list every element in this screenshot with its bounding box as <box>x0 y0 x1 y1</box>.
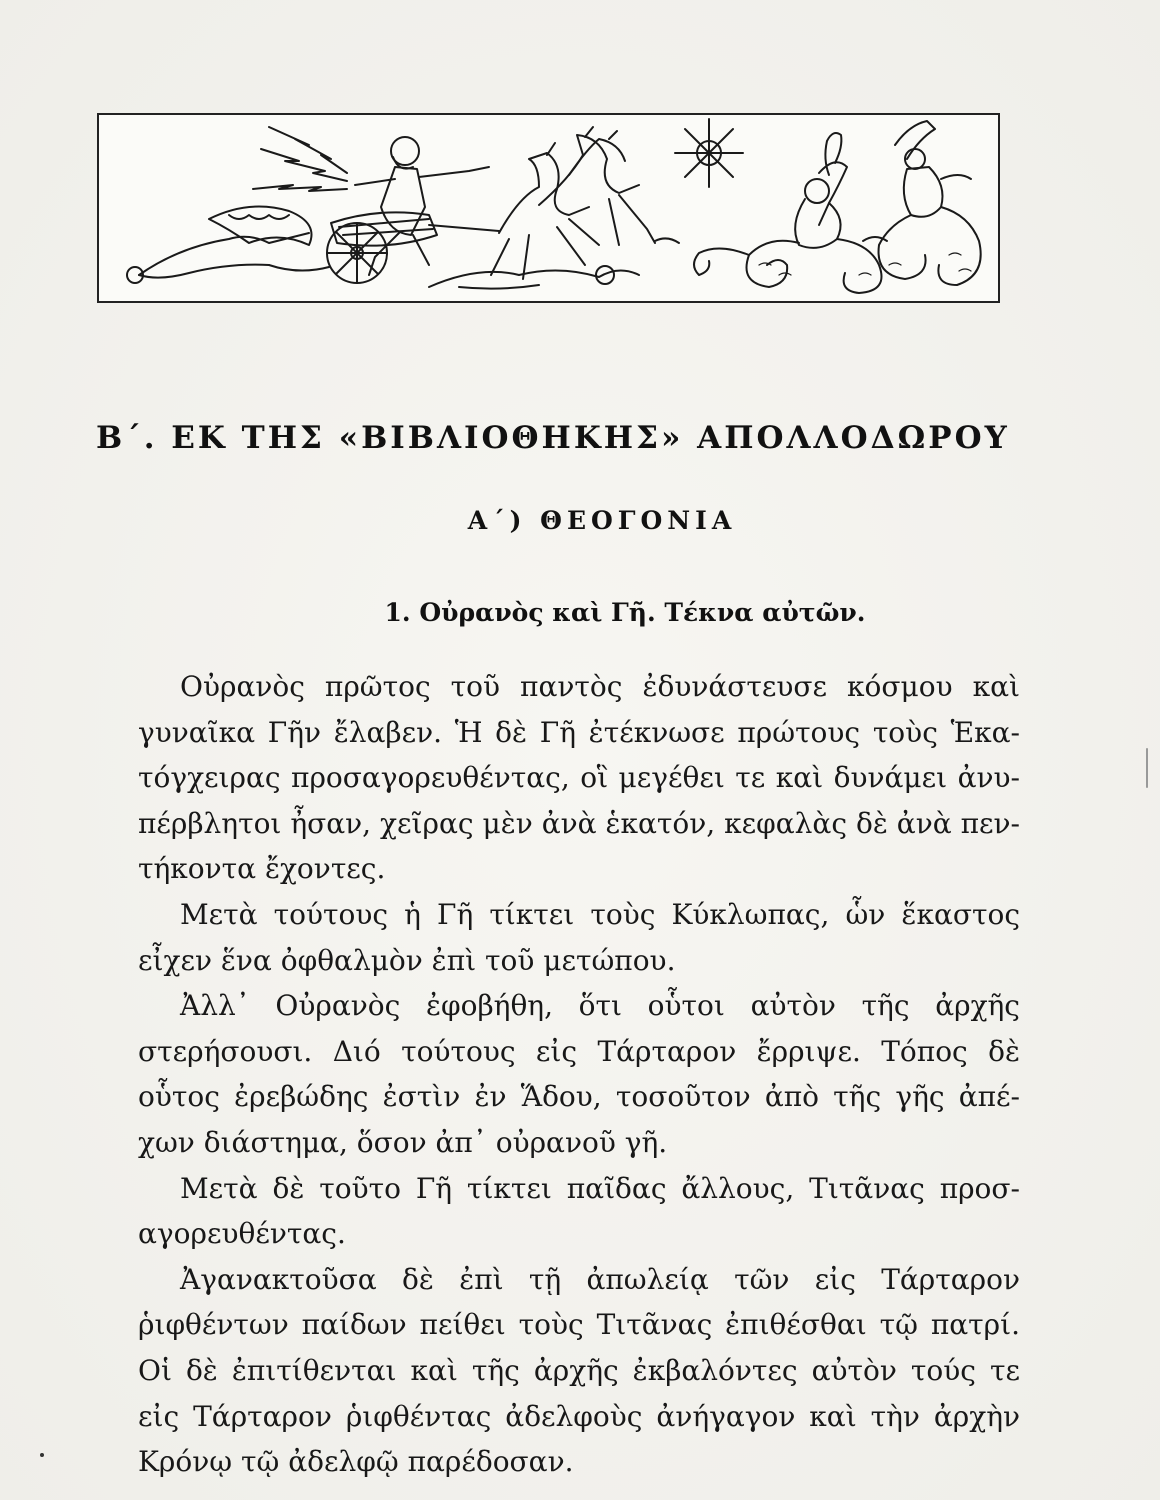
fallen-giant-figure <box>127 207 329 284</box>
text-line: Ἀγανακτοῦσα δὲ ἐπὶ τῇ ἀπωλείᾳ τῶν εἰς Τάρταρον <box>180 1262 1020 1296</box>
part-heading: Α΄) ΘΕΟΓΟΝΙΑ <box>467 506 737 535</box>
text-line: τόγχειρας προσαγορευθέντας, οἳ μεγέθει τε καὶ δυνάμει ἀνυ- <box>138 761 1020 795</box>
serpent-giant-with-club-figure <box>863 121 981 285</box>
text-line: γυναῖκα Γῆν ἔλαβεν. Ἡ δὲ Γῆ ἐτέκνωσε πρώτους τοὺς Ἑκα- <box>138 715 1020 749</box>
text-line: Οὐρανὸς πρῶτος τοῦ παντὸς ἐδυνάστευσε κόσμου καὶ <box>180 670 1020 703</box>
mythological-frieze-illustration <box>97 113 1000 303</box>
text-line: Ἀλλ᾽ Οὐρανὸς ἐφοβήθη, ὅτι οὗτοι αὐτὸν τῆς ἀρχῆς <box>180 989 1020 1023</box>
horses-figure <box>491 127 655 279</box>
serpent-giant-figure <box>655 133 882 293</box>
chariot-figure <box>327 212 499 283</box>
text-line: στερήσουσι. Διό τούτους εἰς Τάρταρον ἔρριψε. Τόπος δὲ <box>138 1034 1020 1068</box>
section-heading: 1. Οὐρανὸς καὶ Γῆ. Τέκνα αὐτῶν. <box>384 598 866 627</box>
sun-icon <box>675 119 743 187</box>
scan-speck <box>40 1453 44 1457</box>
zeus-figure <box>355 137 489 275</box>
chapter-heading: Β΄. ΕΚ ΤΗΣ «ΒΙΒΛΙΟΘΗΚΗΣ» ΑΠΟΛΛΟΔΩΡΟΥ <box>96 420 1010 456</box>
text-line: αγορευθέντας. <box>138 1217 346 1251</box>
lightning-bolt-icon <box>253 127 347 191</box>
text-line: εἰς Τάρταρον ῥιφθέντας ἀδελφοὺς ἀνήγαγον καὶ τὴν ἀρχὴν <box>138 1399 1020 1433</box>
text-line: εἶχεν ἕνα ὀφθαλμὸν ἐπὶ τοῦ μετώπου. <box>138 943 676 977</box>
text-line: πέρβλητοι ἦσαν, χεῖρας μὲν ἀνὰ ἑκατόν, κεφαλὰς δὲ ἀνὰ πεν- <box>138 806 1020 840</box>
text-line: Μετὰ δὲ τοῦτο Γῆ τίκτει παῖδας ἄλλους, Τιτᾶνας προσ- <box>180 1171 1020 1205</box>
text-line: οὗτος ἐρεβώδης ἐστὶν ἐν Ἅδου, τοσοῦτον ἀπὸ τῆς γῆς ἀπέ- <box>138 1080 1020 1114</box>
text-line: Κρόνῳ τῷ ἀδελφῷ παρέδοσαν. <box>138 1445 574 1479</box>
scan-speck <box>1146 748 1148 788</box>
text-line: Μετὰ τούτους ἡ Γῆ τίκτει τοὺς Κύκλωπας, ὧν ἕκαστος <box>180 897 1020 931</box>
paragraph-2 <box>138 892 1020 983</box>
fallen-figures-under-horses <box>429 266 639 289</box>
paragraph-4 <box>138 1166 1020 1257</box>
text-line: Οἱ δὲ ἐπιτίθενται καὶ τῆς ἀρχῆς ἐκβαλόντες αὐτὸν τούς τε <box>138 1353 1020 1387</box>
paragraph-1 <box>138 664 1020 892</box>
text-line: χων διάστημα, ὅσον ἀπ᾽ οὐρανοῦ γῆ. <box>138 1125 668 1159</box>
text-line: τήκοντα ἔχοντες. <box>138 852 386 886</box>
paragraph-5 <box>138 1257 1020 1485</box>
paragraph-3 <box>138 983 1020 1165</box>
body-text <box>138 664 1020 1485</box>
text-line: ῥιφθέντων παίδων πείθει τοὺς Τιτᾶνας ἐπιθέσθαι τῷ πατρί. <box>138 1308 1020 1342</box>
